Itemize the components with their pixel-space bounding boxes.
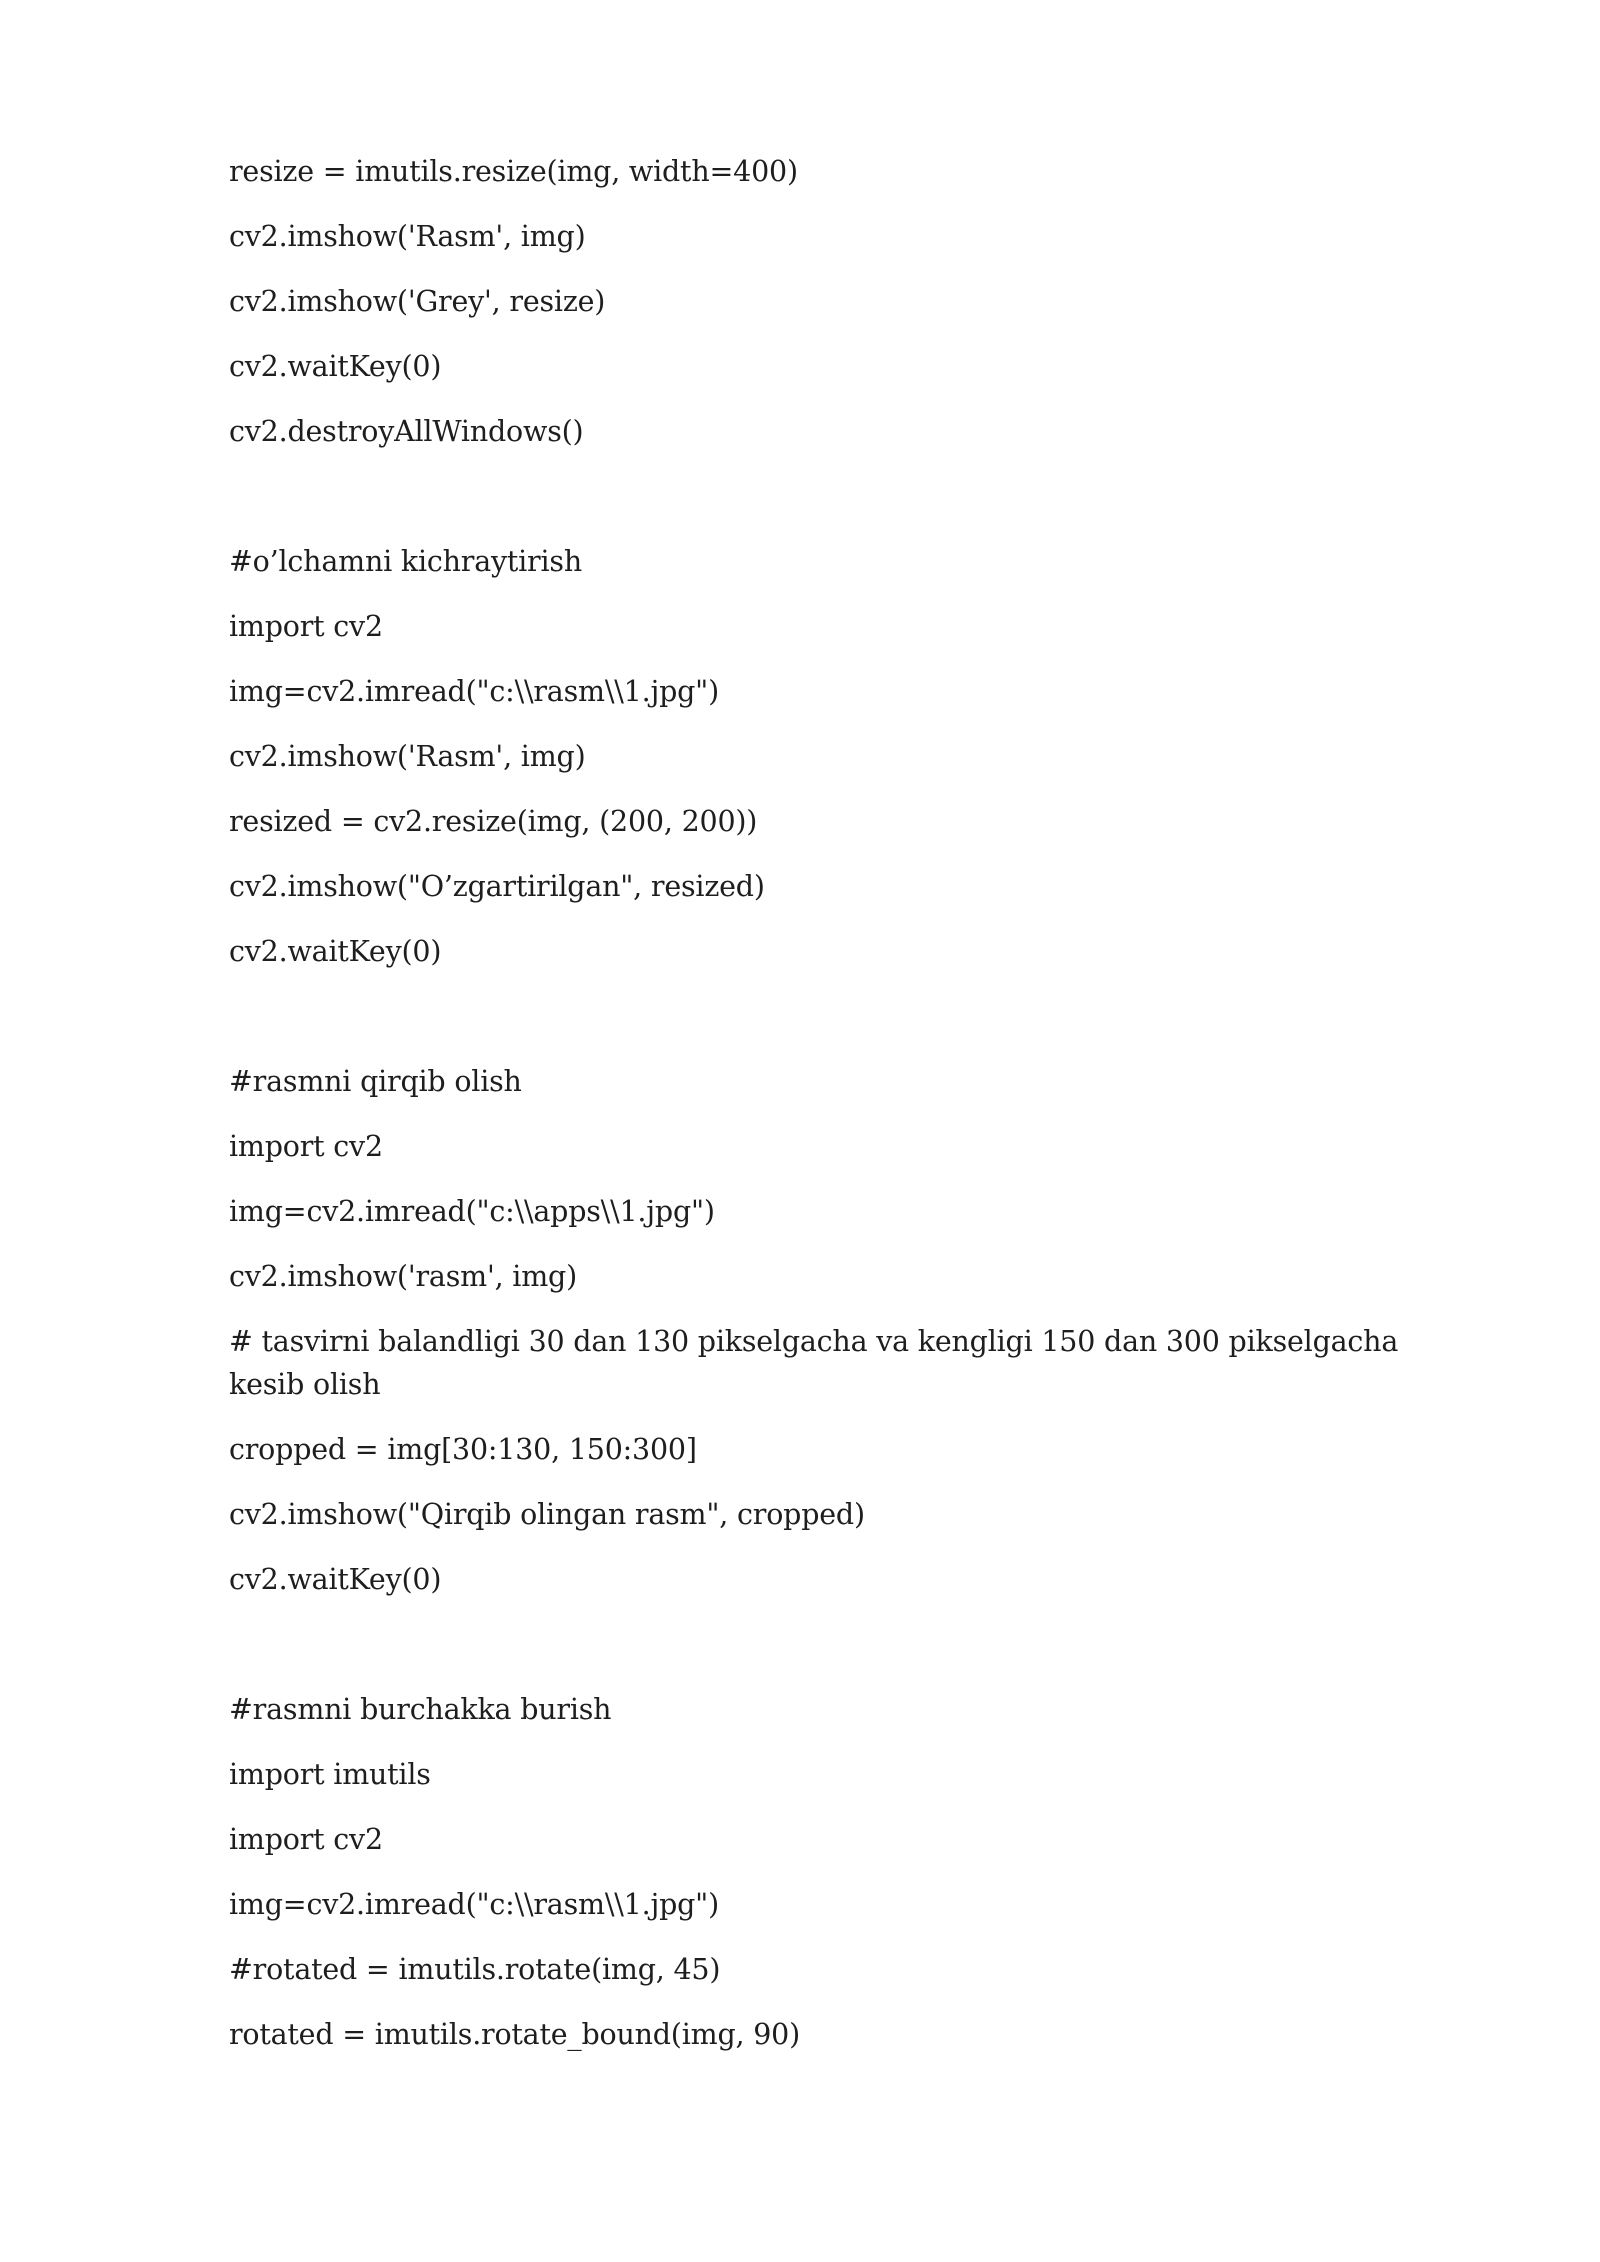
code-line: resized = cv2.resize(img, (200, 200)) <box>229 805 758 838</box>
code-line: cv2.imshow("Qirqib olingan rasm", cropped) <box>229 1498 865 1531</box>
blank-line <box>229 1623 1459 1666</box>
code-line: cv2.destroyAllWindows() <box>229 415 584 448</box>
code-line: cropped = img[30:130, 150:300] <box>229 1433 697 1466</box>
code-line: img=cv2.imread("c:\\rasm\\1.jpg") <box>229 675 719 708</box>
code-line: cv2.imshow('Rasm', img) <box>229 220 586 253</box>
code-line: cv2.imshow("O’zgartirilgan", resized) <box>229 870 765 903</box>
code-listing <box>229 150 1459 2078</box>
code-line: cv2.imshow('Rasm', img) <box>229 740 586 773</box>
code-comment: # tasvirni balandligi 30 dan 130 pikselgacha va kengligi 150 dan 300 pikselgacha kesib olish <box>229 1325 1399 1401</box>
code-line: cv2.imshow('rasm', img) <box>229 1260 578 1293</box>
code-line: #rotated = imutils.rotate(img, 45) <box>229 1953 721 1986</box>
code-line: cv2.waitKey(0) <box>229 350 442 383</box>
code-line: cv2.imshow('Grey', resize) <box>229 285 606 318</box>
section-comment: #rasmni qirqib olish <box>229 1065 522 1098</box>
code-line: import imutils <box>229 1758 431 1791</box>
code-line: cv2.waitKey(0) <box>229 1563 442 1596</box>
code-line: import cv2 <box>229 610 383 643</box>
blank-line <box>229 475 1459 518</box>
code-line: cv2.waitKey(0) <box>229 935 442 968</box>
code-line: resize = imutils.resize(img, width=400) <box>229 155 798 188</box>
code-line: img=cv2.imread("c:\\rasm\\1.jpg") <box>229 1888 719 1921</box>
blank-line <box>229 995 1459 1038</box>
section-comment: #o’lchamni kichraytirish <box>229 545 582 578</box>
code-line: rotated = imutils.rotate_bound(img, 90) <box>229 2018 801 2051</box>
code-line: img=cv2.imread("c:\\apps\\1.jpg") <box>229 1195 715 1228</box>
code-line: import cv2 <box>229 1823 383 1856</box>
code-line: import cv2 <box>229 1130 383 1163</box>
section-comment: #rasmni burchakka burish <box>229 1693 612 1726</box>
